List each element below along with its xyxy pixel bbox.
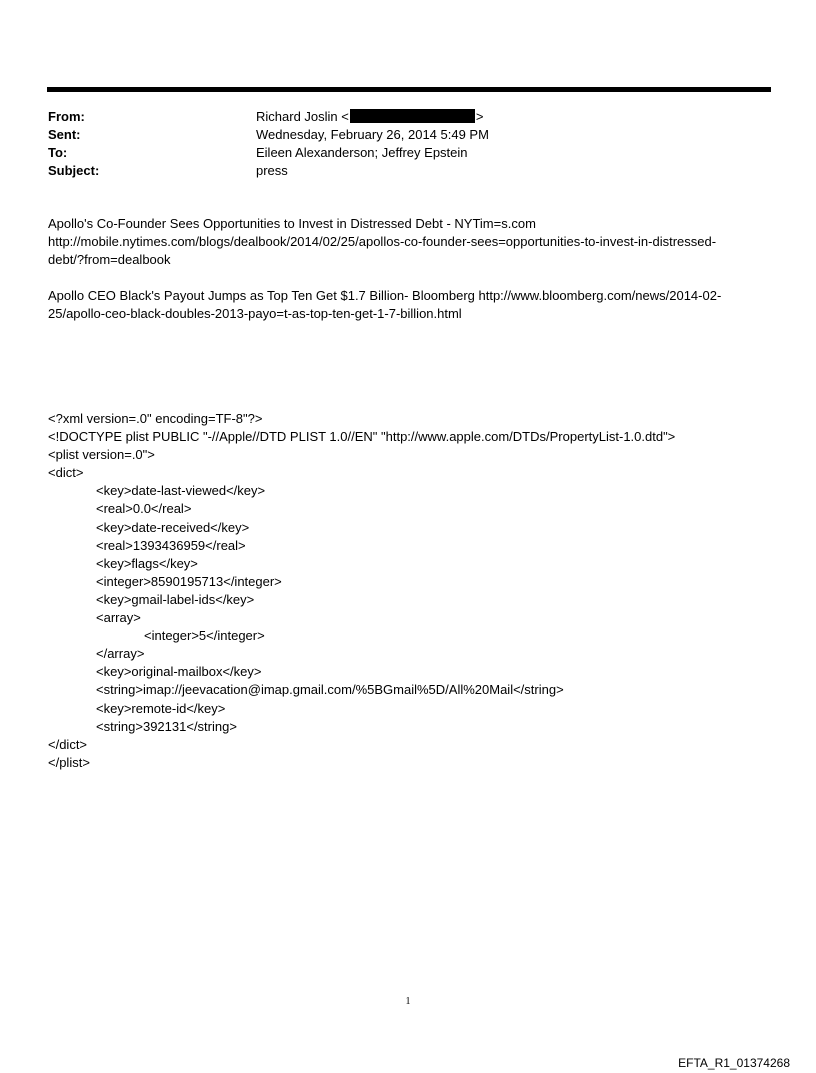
article-paragraph-nytimes — [48, 215, 778, 269]
redaction-box — [350, 109, 475, 123]
paragraph-line: Apollo's Co-Founder Sees Opportunities to Invest in Distressed Debt - NYTim=s.com — [48, 216, 536, 231]
xml-line: <key>gmail-label-ids</key> — [96, 591, 255, 607]
subject-row — [48, 162, 768, 180]
header-divider — [47, 87, 771, 92]
xml-line: <key>flags</key> — [96, 555, 198, 571]
xml-line: <integer>8590195713</integer> — [96, 573, 282, 589]
paragraph-line: debt/?from=dealbook — [48, 252, 171, 267]
xml-line: <?xml version=.0" encoding=TF-8"?> — [48, 411, 263, 426]
plist-xml-block — [48, 410, 778, 772]
subject-label: Subject: — [48, 163, 100, 178]
sender-name: Richard Joslin — [256, 109, 338, 124]
to-label: To: — [48, 145, 68, 160]
xml-line: <string>imap://jeevacation@imap.gmail.com/%5BGmail%5D/All%20Mail</string> — [96, 682, 564, 698]
to-row — [48, 144, 768, 162]
xml-line: <real>1393436959</real> — [96, 537, 246, 553]
to-value: Eileen Alexanderson; Jeffrey Epstein — [256, 145, 468, 160]
article-paragraph-bloomberg — [48, 287, 778, 323]
from-label: From: — [48, 109, 85, 124]
document-id: EFTA_R1_01374268 — [678, 1056, 790, 1070]
subject-value: press — [256, 163, 288, 178]
sent-label: Sent: — [48, 127, 81, 142]
xml-line: <key>date-last-viewed</key> — [96, 483, 266, 499]
xml-line: </dict> — [48, 736, 88, 752]
page-number: 1 — [405, 996, 411, 1007]
paragraph-line: http://mobile.nytimes.com/blogs/dealbook/2014/02/25/apollos-co-founder-sees=opportunities-to-invest-in-distressed- — [48, 234, 717, 249]
sent-value: Wednesday, February 26, 2014 5:49 PM — [256, 127, 489, 142]
xml-line: <integer>5</integer> — [144, 628, 265, 644]
email-close-bracket: > — [475, 109, 484, 124]
email-open-bracket: < — [341, 109, 349, 124]
xml-line: <key>remote-id</key> — [96, 700, 226, 716]
xml-line: <!DOCTYPE plist PUBLIC "-//Apple//DTD PLIST 1.0//EN" "http://www.apple.com/DTDs/PropertyList-1.0.dtd"> — [48, 429, 676, 445]
xml-line: </plist> — [48, 754, 90, 770]
paragraph-line: 25/apollo-ceo-black-doubles-2013-payo=t-as-top-ten-get-1-7-billion.html — [48, 306, 462, 321]
xml-line: <key>date-received</key> — [96, 519, 250, 535]
xml-line: <real>0.0</real> — [96, 501, 192, 517]
paragraph-line: Apollo CEO Black's Payout Jumps as Top Ten Get $1.7 Billion- Bloomberg http://www.bloomberg.com/news/2014-02- — [48, 288, 722, 303]
xml-line: <key>original-mailbox</key> — [96, 664, 262, 680]
xml-line: </array> — [96, 646, 145, 662]
sent-row — [48, 126, 768, 144]
xml-line: <dict> — [48, 465, 84, 481]
xml-line: <array> — [96, 610, 141, 626]
from-value — [256, 108, 483, 126]
email-header — [48, 108, 768, 180]
xml-line: <plist version=.0"> — [48, 447, 155, 463]
from-row — [48, 108, 768, 126]
xml-line: <string>392131</string> — [96, 718, 237, 734]
